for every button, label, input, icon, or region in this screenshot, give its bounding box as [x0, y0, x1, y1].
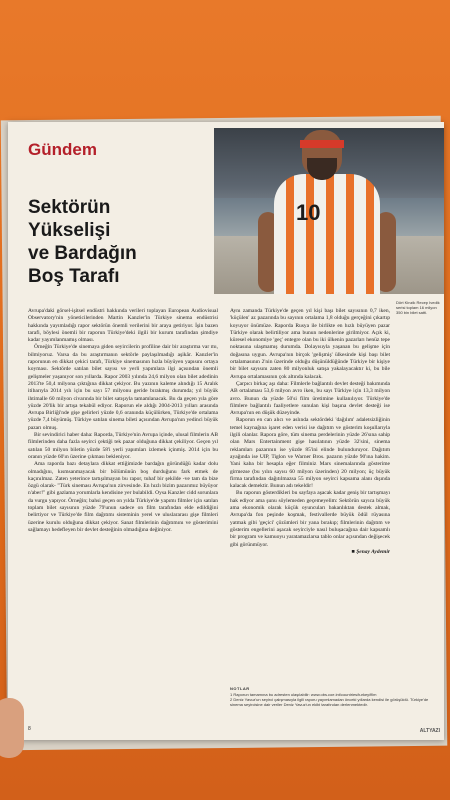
- paragraph: Bu raporun gösterdikleri bu sayfaya aşacak kadar geniş bir tartışmayı hak ediyor ama şunu söylemeden geçemeyelim: Sektörün sayıca büyük ama ekonomik olarak küçük oyuncuları bakanlıktan destek almak, Avrupa'da fon peşinde koşmak, festivallerde büyük ödül rüyasına yatmak gibi 'geçici' çözümleri bir yana bırakıp; filmlerinin dağıtım ve gösterim engellerini aşacak seyirciyle nasıl buluşacağına dair kapsamlı bir program ve kamuoyu yaratamazlarsa tablo onlar açısından değişecek gibi görünmüyor.: [230, 490, 390, 548]
- paragraph: Çarpıcı birkaç aşı daha: Filmlerle bağlantılı devlet desteği bakımında AB ortalaması 53,6 milyon avro iken, bu sayı Türkiye için 13,3 milyon avro. Bunun da yüzde 50'si film üretimine kullanılıyor. Türkiye'de filmlere bağlantılı faaliyetlere sunulan kişi başına devlet desteği ise Avrupa'nın en düşük düzeyinde.: [230, 380, 390, 417]
- paragraph: Avrupa'daki görsel-işitsel endüstri hakkında verileri toplayan European Audiovisual Observatory'nin yöneticilerinden Martin Kanzler'in Türkiye sinema endüstrisi hakkında yayımladığı rapor sektörün önemli verilerini bir araya getiriyor. İşin bazen tarafi, böylesi önemli bir raporun Türkiye'deki ilgili bir kurum tarafindan şimdiye kadar yayımlanmamış olması.: [28, 308, 218, 344]
- title-line: ve Bardağın: [28, 243, 137, 264]
- text-column-right: [230, 308, 390, 668]
- article-title: [28, 196, 208, 288]
- notes-block: [230, 686, 430, 707]
- article-photo: [214, 128, 444, 294]
- page-number: 8: [28, 726, 31, 732]
- title-line: Boş Tarafı: [28, 266, 120, 287]
- thumb: [0, 698, 24, 758]
- paragraph: Örneğin Türkiye'de sinemaya giden seyircilerin profiline dair bir araştırma var mı, bilmiyoruz. Varsa da bu araştırmanın sektörle paylaşılmadığı aşikâr. Kanzler'in raporunun en dikkat çekici tarafı, Türkiye sinemasının hızla büyüyen yapısını ortaya koyması. Sektörde satılan bilet sayısı ve yerli yapımlara ilgi açısından önemli gelişmeler yaşanıyor son yıllarda. Rapor 2003 yılında 24,6 milyon olan bilet adedinin 2013'te 50,4 milyona çıktığına dikkat çekiyor. Bu yazının kaleme alındığı 15 Aralık itibarıyla 2014 yılı için bu sayı 57 milyonu geride bırakmış durumda; yıl büyük ihtimalle 60 milyon civarında bir bilet satışıyla tamamlanacak. Bu da geçen yıla göre yüzde 20'lik bir artışa tekabül ediyor. Raporun ele aldığı 2004-2013 yılları arasında Avrupa Birliği'nde gişe gelirleri yüzde 0,6 oranında küçülürken, Türkiye'de ortalama yüzde 7,4 büyümüş. Türkiye satılan sinema bileti açısından Avrupa'nın yedinci büyük pazarı olmuş.: [28, 344, 218, 431]
- title-line: Yükselişi: [28, 220, 111, 241]
- photo-jersey-number: 10: [296, 200, 321, 225]
- paragraph: Ama raporda bazı detaylara dikkat ettiğimizde bardağın göründüğü kadar dolu olmadığını, kısmsanmayacak bir bölümünün boş durduğunu fark etmek de kaçınılmaz. Zaten yeterince tartışılmayan bu rapor, tuhaf bir şekilde -ve tam da bize özgü olarak- "Türk sineması Avrupa'nın zirvesinde. En hızlı bizim pazarımız büyüyor n'aber!" gibi gazlama yorumlarla kendisine yer bulabildi. Oysa Kanzler cidd sorunlara da vurgu yapıyor. Örneğin; bahsi geçen on yılda Türkiye'de yapımı filmler için satılan toplam bilet sayısının yüzde 79'unun sadece on film tarafından elde edildiğini belirtiyor ve Türkiye'de film dağıtımı sisteminin yerel ve uluslararası gişe filmleri üzerine kurulu olduğuna dikkat çekiyor. Sanat filmlerinin dağıtımını ve gösterimini sağlamayı hedefleyen bir devlet desteğinin olmadığına değiniyor.: [28, 461, 218, 533]
- text-column-left: [28, 308, 218, 718]
- paragraph: Raporun en can alıcı ve aslında sektördeki 'dağılım' adaletsizliğinin temel kaynağına işaret eden verisi ise dağıtım ve gösterim koşullarıyla ilgili olanlar. Rapora göre, tüm sinema perdelerinin yüzde 26'sına sahip olan Mars Entertainment gişe hasılatının yüzde 32'sini, sinema reklamları pazarının ise yüzde 85'ini elinde bulunduruyor. Dağıtım ayağında ise UIP, Tiglon ve Warner Bros. pazarın yüzde 90'ına hakim. Yani kaba bir hesapla eğer filminiz Mars sinemalarında gösterime girmezse (bu yılın sayısı 60 milyon üzerinden) 20 milyon; üç büyük firma tarafından dağıtılmazsa 55 milyon seyirci kapsama alanı dışında kalacak demektir. Bunun adı tekeldir!: [230, 417, 390, 490]
- author-signature: Şenay Aydemir: [356, 548, 390, 555]
- paragraph: Aynı zamanda Türkiye'de geçen yıl kişi başı bilet sayısının 0,7 iken, 'küçülen' az pazarında bu sayının ortalama 1,8 olduğu gerçeğini çıkartıp koyuyor önümüze. Raporda Rusya ile birlikte en hızlı büyüyen pazar Türkiye olarak belirtiliyor ama bunun nedenlerine girilmiyor. Açık ki, küresel ekonomiye 'geç' entegre olan bu iki ülkenin pazarları henüz tepe noktasına ulaşmamış durumda. Dolayısıyla yaşanan bu gelişme için doğasına uygun. Avrupa'nın birçok 'gelişmiş' ülkesinde kişi başı bilet ortalamasının 2'nin üzerinde olduğu düşünüldüğünde Türkiye bir kişiye bir bilet sayısını zaten 80 milyonluk satışa yakalayacaktır ki, bu bile Avrupa ortalamasının çok altında kalacak.: [230, 308, 390, 380]
- magazine-brand: ALTYAZI: [419, 728, 440, 734]
- title-line: Sektörün: [28, 197, 111, 218]
- section-label: Gündem: [28, 140, 97, 159]
- magazine-page: [8, 122, 444, 740]
- note-item: 1 Raporun tamamına bu adresten ulaşılabilir: www.obs.coe.int/countries/turkey/film: [230, 692, 377, 697]
- paragraph: Bir sevindirici haber daha: Raporda, Türkiye'nin Avrupa içinde, ulusal filmlerin AB filmlerinden daha fazla seyirci çektiği tek pazar olduğuna dikkat çekiliyor. Geçen yıl satılan 50 milyon biletin yüzde 58'i yerli yapımları izlemek içinmiş. 2014 için bu oranın yüzde 60'ın üzerine çıkması bekleniyor.: [28, 432, 218, 460]
- photo-caption: Dört Kinzik Recep Ivedik serisi toplam 16 milyon 350 bin bilet satti.: [396, 300, 440, 315]
- notes-title: NOTLAR: [230, 686, 250, 691]
- photo-headband: [300, 140, 344, 148]
- signature-line: ■ Şenay Aydemir: [351, 548, 390, 555]
- photo-jersey: [274, 174, 380, 294]
- note-item: 2 Deniz Yavuz'un seyirci çalışmasıyla ilgili raporu yayımlamadan önceki yıllarda kendisi ile görüşüldü. Türkiye'de sinema seyircisine dair veriler Deniz Yavuz'un ekibi tarafından derlenmektedir.: [230, 697, 429, 707]
